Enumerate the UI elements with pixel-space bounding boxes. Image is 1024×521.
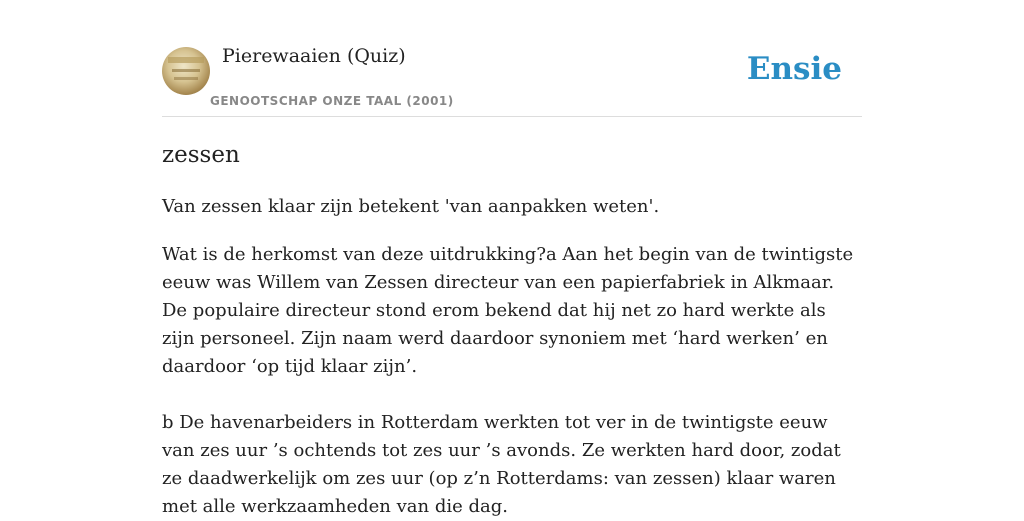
source-cover-image[interactable] bbox=[162, 47, 210, 95]
entry-title: zessen bbox=[162, 142, 240, 168]
entry-definition: Van zessen klaar zijn betekent 'van aanpakken weten'. bbox=[162, 196, 660, 217]
brand-logo-link[interactable]: Ensie bbox=[746, 51, 842, 87]
cover-decoration bbox=[174, 77, 198, 80]
source-title-link[interactable]: Pierewaaien (Quiz) bbox=[222, 45, 406, 67]
cover-decoration bbox=[172, 69, 200, 72]
page bbox=[162, 0, 862, 521]
cover-decoration bbox=[168, 57, 204, 63]
entry-explanation: Wat is de herkomst van deze uitdrukking?a Aan het begin van de twintigste eeuw was Willem van Zessen directeur van een papierfabriek in Alkmaar. De populaire directeur stond erom bekend dat hij net zo hard werkte als zijn personeel. Zijn naam werd daardoor synoniem met ‘hard werken’ en daardoor ‘op tijd klaar zijn’. b De havenarbeiders in Rotterdam werkten tot ver in de twintigste eeuw van zes uur ’s ochtends tot zes uur ’s avonds. Ze werkten hard door, zodat ze daadwerkelijk om zes uur (op z’n Rotterdams: van zessen) klaar waren met alle werkzaamheden van die dag. bbox=[162, 244, 854, 517]
source-header bbox=[162, 0, 862, 117]
source-publisher: GENOOTSCHAP ONZE TAAL (2001) bbox=[210, 94, 454, 108]
